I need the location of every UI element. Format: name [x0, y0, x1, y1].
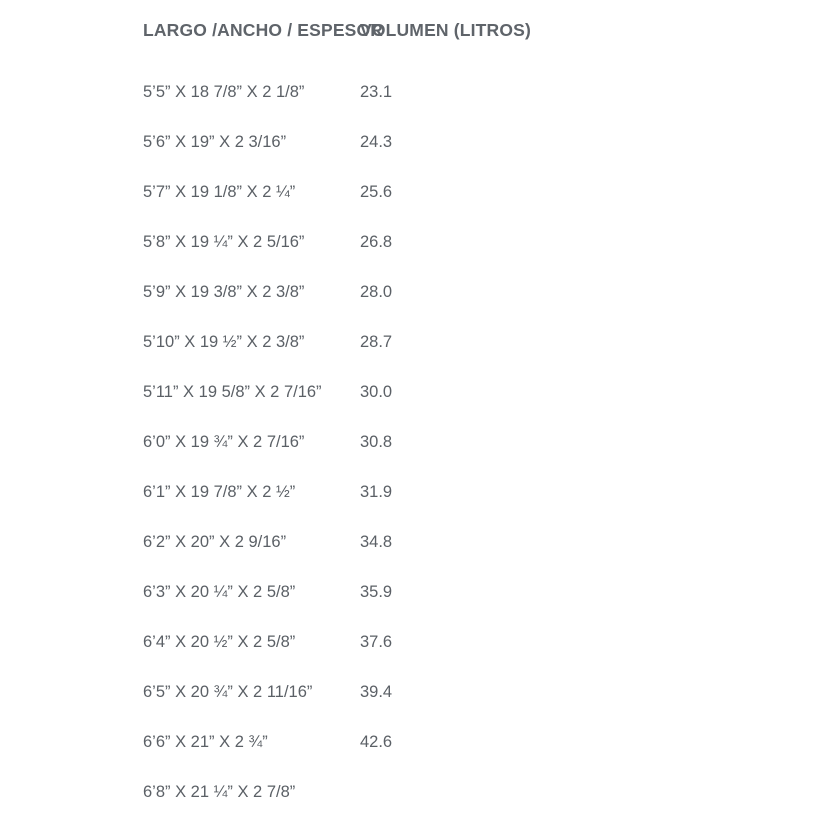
cell-volume: 24.3 [360, 132, 393, 151]
cell-dimensions: 6’2” X 20” X 2 9/16” [143, 532, 287, 551]
cell-volume [330, 767, 660, 817]
cell-volume: 26.8 [360, 232, 393, 251]
cell-spacer [660, 667, 820, 717]
table-row [0, 317, 820, 367]
table-row [0, 367, 820, 417]
cell-spacer [660, 317, 820, 367]
table-body [0, 67, 820, 817]
table-row [0, 617, 820, 667]
cell-spacer [660, 417, 820, 467]
table-row [0, 517, 820, 567]
cell-dimensions: 5’7” X 19 1/8” X 2 ¼” [143, 182, 296, 201]
table-row [0, 467, 820, 517]
cell-spacer [660, 267, 820, 317]
column-header-volume: VOLUMEN (LITROS) [360, 20, 531, 40]
cell-volume: 39.4 [360, 682, 393, 701]
table-row [0, 67, 820, 117]
cell-spacer [660, 717, 820, 767]
cell-dimensions: 6’3” X 20 ¼” X 2 5/8” [143, 582, 296, 601]
cell-volume: 30.0 [360, 382, 393, 401]
cell-volume: 37.6 [360, 632, 393, 651]
cell-dimensions: 6’4” X 20 ½” X 2 5/8” [143, 632, 296, 651]
table-row [0, 417, 820, 467]
table-row [0, 267, 820, 317]
cell-dimensions: 6’6” X 21” X 2 ¾” [143, 732, 268, 751]
cell-dimensions: 5’5” X 18 7/8” X 2 1/8” [143, 82, 305, 101]
cell-dimensions: 5’6” X 19” X 2 3/16” [143, 132, 287, 151]
table-row [0, 767, 820, 817]
cell-dimensions: 5’10” X 19 ½” X 2 3/8” [143, 332, 305, 351]
cell-volume: 34.8 [360, 532, 393, 551]
cell-spacer [660, 617, 820, 667]
table-row [0, 167, 820, 217]
size-chart-table [0, 20, 820, 817]
column-header-spacer [660, 20, 820, 67]
cell-spacer [660, 467, 820, 517]
table-header-row [0, 20, 820, 67]
table-row [0, 567, 820, 617]
cell-spacer [660, 567, 820, 617]
cell-dimensions: 5’8” X 19 ¼” X 2 5/16” [143, 232, 305, 251]
cell-spacer [660, 767, 820, 817]
cell-spacer [660, 217, 820, 267]
cell-volume: 42.6 [360, 732, 393, 751]
cell-volume: 30.8 [360, 432, 393, 451]
cell-spacer [660, 367, 820, 417]
cell-dimensions: 5’11” X 19 5/8” X 2 7/16” [143, 382, 322, 401]
table-row [0, 117, 820, 167]
cell-volume: 35.9 [360, 582, 393, 601]
cell-volume: 25.6 [360, 182, 393, 201]
table-header [0, 20, 820, 67]
cell-dimensions: 6’0” X 19 ¾” X 2 7/16” [143, 432, 305, 451]
cell-spacer [660, 167, 820, 217]
table-row [0, 667, 820, 717]
cell-spacer [660, 117, 820, 167]
cell-volume: 31.9 [360, 482, 393, 501]
cell-volume: 23.1 [360, 82, 393, 101]
table-row [0, 717, 820, 767]
cell-dimensions: 6’8” X 21 ¼” X 2 7/8” [143, 782, 296, 801]
cell-spacer [660, 67, 820, 117]
cell-dimensions: 5’9” X 19 3/8” X 2 3/8” [143, 282, 305, 301]
cell-spacer [660, 517, 820, 567]
table-row [0, 217, 820, 267]
cell-dimensions: 6’1” X 19 7/8” X 2 ½” [143, 482, 296, 501]
cell-dimensions: 6’5” X 20 ¾” X 2 11/16” [143, 682, 313, 701]
cell-volume: 28.0 [360, 282, 393, 301]
column-header-dimensions: LARGO /ANCHO / ESPESOR [143, 20, 384, 40]
cell-volume: 28.7 [360, 332, 393, 351]
